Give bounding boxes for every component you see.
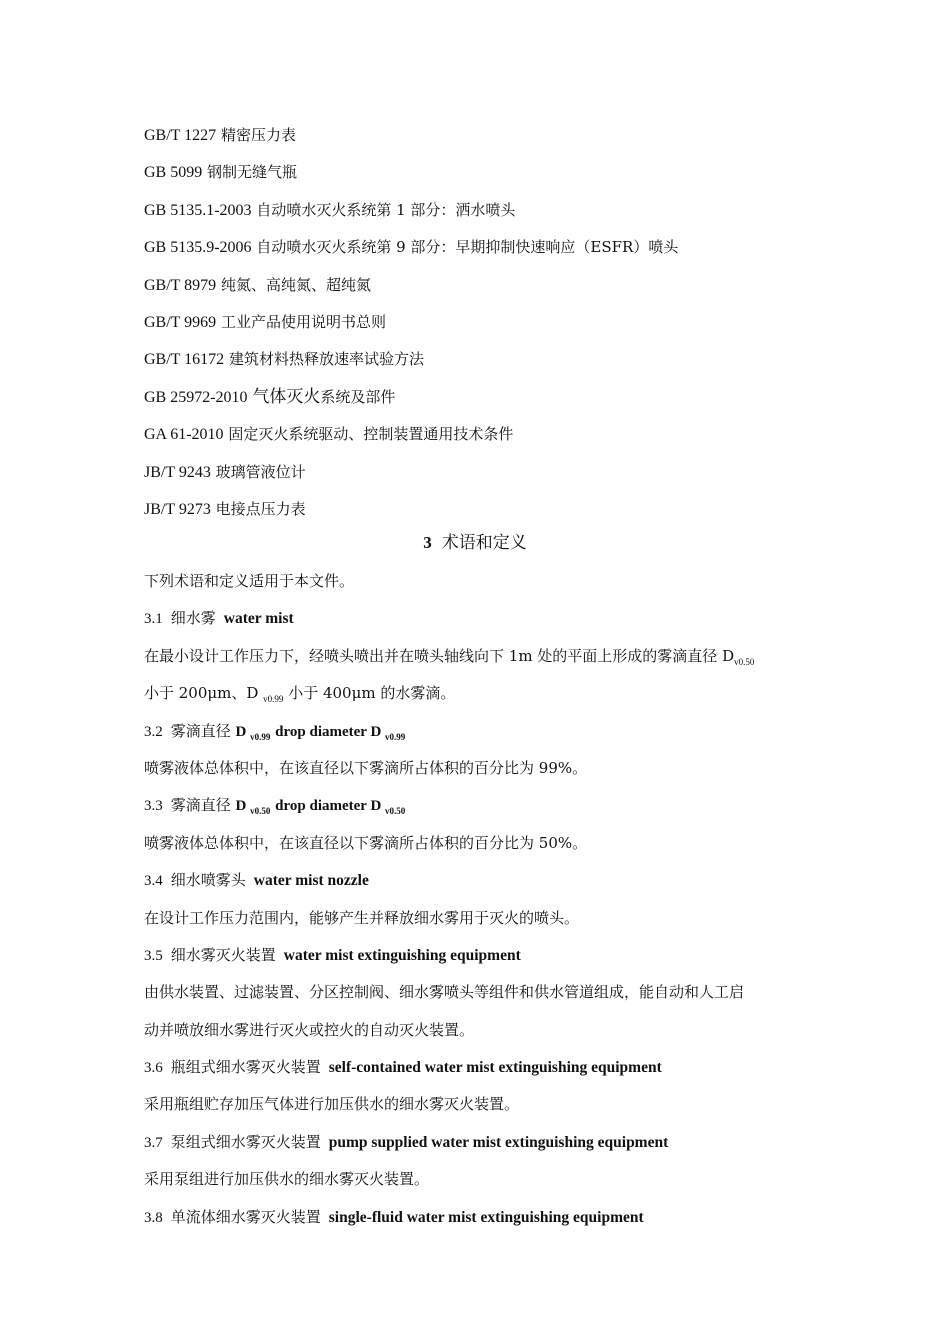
term-title: 3.8 单流体细水雾灭火装置 single-fluid water mist extinguishing equipment bbox=[144, 1207, 644, 1226]
intro-text: 下列术语和定义适用于本文件。 bbox=[144, 572, 355, 590]
term-title: 3.5 细水雾灭火装置 water mist extinguishing equipment bbox=[144, 945, 521, 964]
section-title: 术语和定义 bbox=[441, 533, 527, 553]
term-title: 3.3 雾滴直径 D $_{v0.50}$ drop diameter D $_{v0.50}$ bbox=[144, 796, 406, 817]
term-definition: 采用泵组进行加压供水的细水雾灭火装置。 bbox=[144, 1170, 430, 1189]
normative-references-list bbox=[144, 124, 678, 535]
term-title: 3.1 细水雾 water mist bbox=[144, 609, 294, 628]
term-definition: 在设计工作压力范围内，能够产生并释放细水雾用于灭火的喷头。 bbox=[144, 908, 580, 927]
reference-item: GB 25972-2010 气体灭火系统及部件 bbox=[144, 386, 396, 407]
term-definition: 采用瓶组贮存加压气体进行加压供水的细水雾灭火装置。 bbox=[144, 1095, 520, 1114]
reference-item: GA 61-2010 固定灭火系统驱动、控制装置通用技术条件 bbox=[144, 425, 514, 444]
term-title: 3.7 泵组式细水雾灭火装置 pump supplied water mist extinguishing equipment bbox=[144, 1132, 669, 1151]
term-definition: 小于 200μm、D $_{v0.99}$ 小于 400μm 的水雾滴。 bbox=[144, 684, 456, 705]
section-heading bbox=[0, 530, 950, 556]
reference-item: GB 5135.1-2003 自动喷水灭火系统第 1 部分：洒水喷头 bbox=[144, 200, 516, 219]
reference-item: GB/T 16172 建筑材料热释放速率试验方法 bbox=[144, 350, 424, 369]
term-definition: 喷雾液体总体积中，在该直径以下雾滴所占体积的百分比为 99%。 bbox=[144, 758, 588, 777]
reference-item: JB/T 9273 电接点压力表 bbox=[144, 499, 306, 518]
reference-item: GB/T 9969 工业产品使用说明书总则 bbox=[144, 312, 386, 331]
reference-item: GB/T 1227 精密压力表 bbox=[144, 126, 296, 144]
term-definition: 由供水装置、过滤装置、分区控制阀、细水雾喷头等组件和供水管道组成，能自动和人工启 bbox=[144, 983, 745, 1002]
term-title: 3.2 雾滴直径 D $_{v0.99}$ drop diameter D $_{v0.99}$ bbox=[144, 721, 406, 742]
reference-item: JB/T 9243 玻璃管液位计 bbox=[144, 462, 306, 481]
reference-item: GB 5135.9-2006 自动喷水灭火系统第 9 部分：早期抑制快速响应（ESFR）喷头 bbox=[144, 238, 679, 257]
reference-item: GB 5099 钢制无缝气瓶 bbox=[144, 163, 298, 182]
reference-item: GB/T 8979 纯氮、高纯氮、超纯氮 bbox=[144, 275, 371, 294]
term-definition: 喷雾液体总体积中，在该直径以下雾滴所占体积的百分比为 50%。 bbox=[144, 833, 588, 852]
term-definition: 动并喷放细水雾进行灭火或控火的自动灭火装置。 bbox=[144, 1020, 475, 1039]
term-title: 3.6 瓶组式细水雾灭火装置 self-contained water mist extinguishing equipment bbox=[144, 1058, 662, 1077]
term-title: 3.4 细水喷雾头 water mist nozzle bbox=[144, 871, 369, 890]
terms-and-definitions bbox=[144, 570, 814, 1243]
section-number: 3 bbox=[423, 533, 432, 552]
term-definition: 在最小设计工作压力下，经喷头喷出并在喷头轴线向下 1m 处的平面上形成的雾滴直径 $D_{v0.50}$ bbox=[144, 646, 755, 667]
